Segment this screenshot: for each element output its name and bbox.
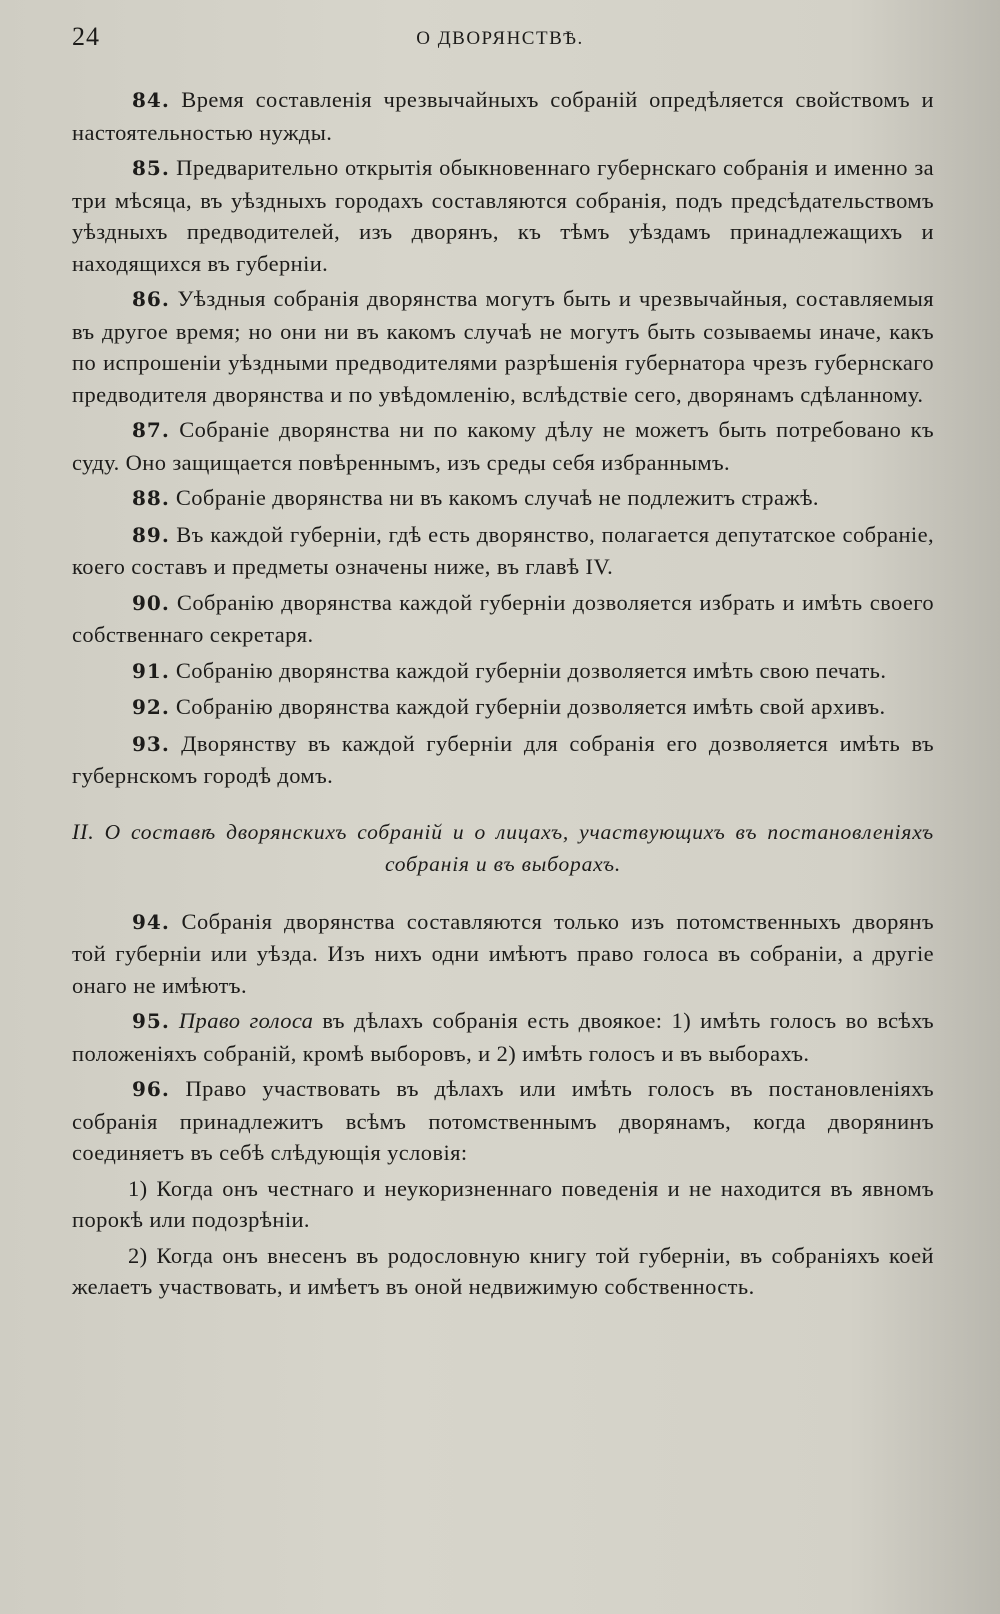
article-87 bbox=[72, 414, 934, 478]
section-numeral: II. bbox=[72, 818, 95, 844]
article-92 bbox=[72, 691, 934, 724]
article-text: Собранію дворянства каждой губерніи дозволяется имѣть свою печать. bbox=[169, 657, 887, 683]
running-head: О ДВОРЯНСТВѢ. bbox=[416, 28, 584, 49]
article-number: 90. bbox=[132, 590, 170, 615]
section-title: О составѣ дворянскихъ собраній и о лицахъ, участвующихъ въ постановленіяхъ собранія и въ выборахъ. bbox=[94, 819, 934, 876]
article-number: 85. bbox=[132, 156, 170, 180]
article-90 bbox=[72, 587, 934, 651]
article-text: въ дѣлахъ собранія есть двоякое: 1) имѣть голосъ во всѣхъ положеніяхъ собраній, кромѣ выборовъ, и 2) имѣть голосъ и въ выборахъ. bbox=[72, 1008, 934, 1066]
article-text: Уѣздныя собранія дворянства могутъ быть и чрезвычайныя, составляемыя въ другое время; но они ни въ какомъ случаѣ не могутъ быть созываемы иначе, какъ по испрошеніи уѣздными предводителями разрѣшенія губернатора чрезъ губернскаго предводителя дворянства и по увѣдомленію, вслѣдствіе сего, дворянамъ сдѣланному. bbox=[72, 286, 934, 407]
article-88 bbox=[72, 482, 934, 515]
article-italic-term: Право голоса bbox=[169, 1008, 314, 1033]
section-heading bbox=[72, 816, 934, 880]
article-96 bbox=[72, 1073, 934, 1169]
article-text: Собранію дворянства каждой губерніи дозволяется избрать и имѣть своего собственнаго секретаря. bbox=[72, 589, 934, 647]
article-text: Собранія дворянства составляются только изъ потомственныхъ дворянъ той губерніи или уѣзда. Изъ нихъ одни имѣютъ право голоса въ собраніи, а другіе онаго не имѣютъ. bbox=[72, 908, 934, 998]
article-85 bbox=[72, 152, 934, 279]
article-number: 93. bbox=[132, 731, 170, 756]
article-text: Время составленія чрезвычайныхъ собраній опредѣляется свойствомъ и настоятельностью нужды. bbox=[72, 87, 934, 145]
article-89 bbox=[72, 519, 934, 583]
article-number: 89. bbox=[132, 522, 170, 547]
article-94 bbox=[72, 906, 934, 1002]
article-number: 91. bbox=[132, 658, 170, 683]
page-number: 24 bbox=[72, 22, 100, 51]
article-number: 96. bbox=[132, 1077, 170, 1101]
article-number: 88. bbox=[132, 486, 170, 510]
article-number: 86. bbox=[132, 287, 170, 311]
article-number: 95. bbox=[132, 1009, 170, 1033]
article-text: Предварительно открытія обыкновеннаго губернскаго собранія и именно за три мѣсяца, въ уѣздныхъ городахъ составляются собранія, подъ предсѣдательствомъ уѣздныхъ предводителей, изъ дворянъ, къ тѣмъ уѣздамъ принадлежащихъ и находящихся въ губерніи. bbox=[72, 155, 934, 276]
article-number: 87. bbox=[132, 418, 170, 442]
article-number: 92. bbox=[132, 695, 170, 719]
article-86 bbox=[72, 283, 934, 410]
article-text: Собраніе дворянства ни въ какомъ случаѣ не подлежитъ стражѣ. bbox=[169, 485, 819, 510]
article-number: 94. bbox=[132, 909, 170, 934]
article-text: Собраніе дворянства ни по какому дѣлу не можетъ быть потребовано къ суду. Оно защищается повѣреннымъ, изъ среды себя избраннымъ. bbox=[72, 417, 934, 475]
article-number: 84. bbox=[132, 88, 170, 112]
article-91 bbox=[72, 655, 934, 688]
article-84 bbox=[72, 84, 934, 148]
article-text: Въ каждой губерніи, гдѣ есть дворянство, полагается депутатское собраніе, коего составъ и предметы означены ниже, въ главѣ IV. bbox=[72, 521, 934, 579]
page-body bbox=[72, 84, 934, 1307]
article-text: Дворянству въ каждой губерніи для собранія его дозволяется имѣть въ губернскомъ городѣ домъ. bbox=[72, 730, 934, 788]
article-text: Собранію дворянства каждой губерніи дозволяется имѣть свой архивъ. bbox=[169, 694, 886, 719]
page-header bbox=[0, 20, 1000, 60]
condition-2: 2) Когда онъ внесенъ въ родословную книгу той губерніи, въ собраніяхъ коей желаетъ участвовать, и имѣетъ въ оной недвижимую собственность. bbox=[72, 1242, 934, 1299]
article-text: Право участвовать въ дѣлахъ или имѣть голосъ въ постановленіяхъ собранія принадлежитъ всѣмъ потомственнымъ дворянамъ, когда дворянинъ соединяетъ въ себѣ слѣдующія условія: bbox=[72, 1076, 934, 1165]
condition-1: 1) Когда онъ честнаго и неукоризненнаго поведенія и не находится въ явномъ порокѣ или подозрѣніи. bbox=[72, 1175, 934, 1232]
article-95 bbox=[72, 1005, 934, 1069]
article-93 bbox=[72, 728, 934, 792]
